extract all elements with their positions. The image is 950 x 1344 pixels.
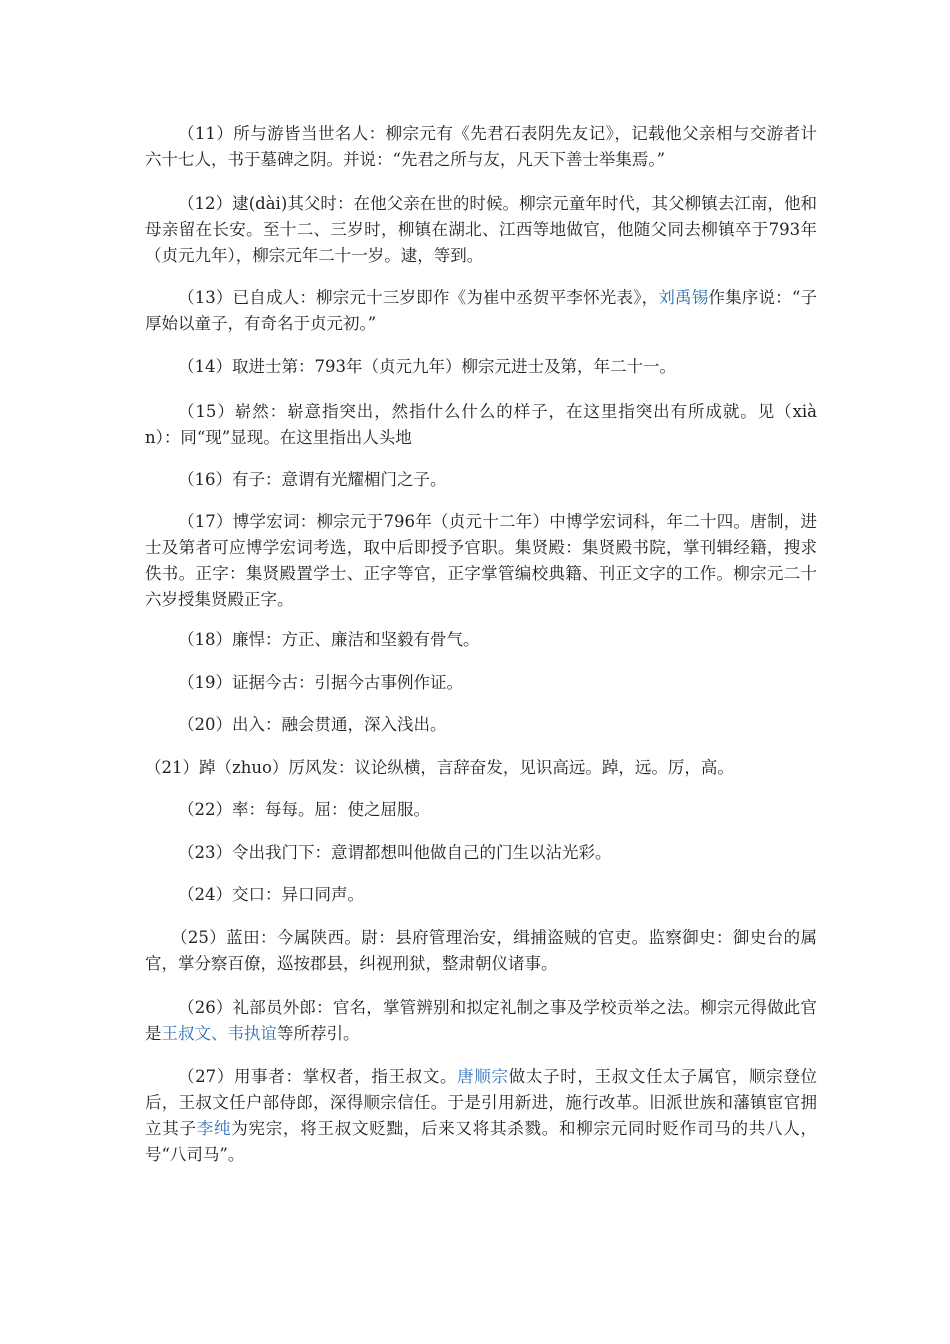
link-li-chun[interactable]: 李纯 (196, 1119, 232, 1138)
note-text: （14）取进士第：793年（贞元九年）柳宗元进士及第，年二十一。 (178, 357, 676, 376)
note-text: 做太子时，王叔文任太子属官，顺宗登位后，王叔文任户部侍郎，深得顺宗信任。于是引用新进，施行改革。旧派世族和藩镇宦官拥立其子 (145, 1067, 818, 1138)
note-25 (145, 925, 817, 977)
note-text: 等所荐引。 (277, 1024, 360, 1043)
note-text: （18）廉悍：方正、廉洁和坚毅有骨气。 (178, 630, 480, 649)
note-24 (145, 882, 817, 908)
note-22 (145, 797, 817, 823)
link-wang-shuwen[interactable]: 王叔文 (161, 1024, 211, 1043)
note-text: （13）已自成人：柳宗元十三岁即作《为崔中丞贺平李怀光表》， (178, 288, 659, 307)
note-11 (145, 121, 817, 173)
note-text: 为宪宗，将王叔文贬黜，后来又将其杀戮。和柳宗元同时贬作司马的共八人，号“八司马”。 (145, 1119, 817, 1164)
note-text: （15）崭然：崭意指突出，然指什么什么的样子，在这里指突出有所成就。见（xiàn）：同“现”显现。在这里指出人头地 (145, 402, 817, 447)
note-21 (145, 755, 817, 781)
note-26 (145, 995, 817, 1047)
link-separator: 、 (211, 1024, 228, 1043)
note-23 (145, 840, 817, 866)
note-text: （19）证据今古：引据今古事例作证。 (178, 673, 463, 692)
note-text: （20）出入：融会贯通，深入浅出。 (178, 715, 447, 734)
note-text: 作集序说：“子厚始以童子，有奇名于贞元初。” (145, 288, 817, 333)
note-12 (145, 191, 817, 269)
note-text: （23）令出我门下：意谓都想叫他做自己的门生以沾光彩。 (178, 843, 612, 862)
note-text: （22）率：每每。屈：使之屈服。 (178, 800, 430, 819)
link-liu-yuxi[interactable]: 刘禹锡 (658, 288, 709, 307)
note-27 (145, 1064, 817, 1168)
note-19 (145, 670, 817, 696)
note-text: （17）博学宏词：柳宗元于796年（贞元十二年）中博学宏词科，年二十四。唐制，进士及第者可应博学宏词考选，取中后即授予官职。集贤殿：集贤殿书院，掌刊辑经籍，搜求佚书。正字：集贤殿置学士、正字等官，正字掌管编校典籍、刊正文字的工作。柳宗元二十六岁授集贤殿正字。 (145, 512, 817, 609)
note-16 (145, 467, 817, 493)
note-text: （16）有子：意谓有光耀楣门之子。 (178, 470, 447, 489)
note-text: （12）逮(dài)其父时：在他父亲在世的时候。柳宗元童年时代，其父柳镇去江南，他和母亲留在长安。至十二、三岁时，柳镇在湖北、江西等地做官，他随父同去柳镇卒于793年（贞元九年），柳宗元年二十一岁。逮，等到。 (145, 194, 817, 265)
note-18 (145, 627, 817, 653)
note-text: （21）踔（zhuo）厉风发：议论纵横，言辞奋发，见识高远。踔，远。厉，高。 (145, 758, 734, 777)
note-14 (145, 354, 817, 380)
note-text: （26）礼部员外郎：官名，掌管辨别和拟定礼制之事及学校贡举之法。柳宗元得做此官是 (145, 998, 817, 1043)
note-20 (145, 712, 817, 738)
note-text: （25）蓝田：今属陕西。尉：县府管理治安，缉捕盗贼的官吏。监察御史：御史台的属官，掌分察百僚，巡按郡县，纠视刑狱，整肃朝仪诸事。 (145, 928, 817, 973)
note-text: （27）用事者：掌权者，指王叔文。 (178, 1067, 458, 1086)
note-text: （11）所与游皆当世名人：柳宗元有《先君石表阴先友记》，记载他父亲相与交游者计六十七人，书于墓碑之阴。并说：“先君之所与友，凡天下善士举集焉。” (145, 124, 817, 169)
note-text: （24）交口：异口同声。 (178, 885, 364, 904)
link-wei-zhiyi[interactable]: 韦执谊 (227, 1024, 277, 1043)
link-tang-shunzong[interactable]: 唐顺宗 (457, 1067, 509, 1086)
note-13 (145, 285, 817, 337)
note-15 (145, 399, 817, 451)
note-17 (145, 509, 817, 613)
